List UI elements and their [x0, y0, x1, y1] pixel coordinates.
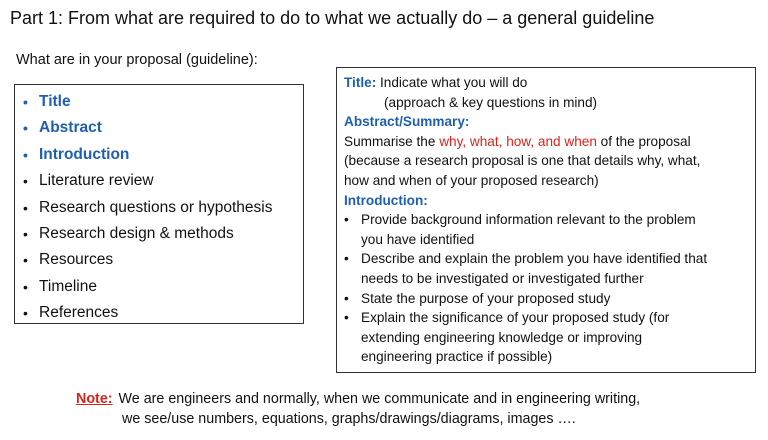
bullet-icon: • [23, 94, 28, 110]
line: you have identified [361, 231, 475, 247]
list-item-abstract [23, 115, 303, 141]
abstract-label: Abstract/Summary: [344, 114, 470, 130]
note-label: Note: [76, 391, 113, 407]
proposal-sections-box [14, 84, 304, 324]
list-item-label: Research questions or hypothesis [39, 198, 273, 216]
list-item [344, 249, 755, 288]
line: Explain the significance of your proposed study (for [361, 310, 670, 326]
abstract-paren-line-1: (because a research proposal is one that details why, what, [344, 153, 701, 169]
bullet-icon: • [23, 252, 28, 269]
list-item-timeline [23, 274, 303, 300]
list-item-text [361, 210, 696, 249]
bullet-icon: • [23, 305, 28, 322]
list-item-label: Resources [39, 251, 114, 269]
bullet-icon: • [23, 146, 28, 163]
list-item-text [361, 308, 669, 367]
list-item-label: References [39, 304, 119, 322]
note-line-1 [76, 390, 640, 410]
list-item-text [361, 249, 707, 288]
bullet-icon: • [344, 290, 349, 306]
list-item [344, 308, 755, 367]
section-explanations-box [336, 67, 756, 373]
list-item-literature-review [23, 168, 303, 194]
bullet-icon: • [23, 199, 28, 216]
bullet-icon: • [23, 173, 28, 190]
line: engineering practice if possible) [361, 349, 553, 365]
line: extending engineering knowledge or improving [361, 329, 643, 345]
list-item-research-questions [23, 195, 303, 221]
title-line-2: (approach & key questions in mind) [384, 94, 598, 110]
list-item-label: Research design & methods [39, 224, 234, 242]
bullet-icon: • [344, 251, 349, 267]
abstract-paren-line-2: how and when of your proposed research) [344, 172, 599, 188]
engineering-note [76, 390, 640, 430]
abstract-text-highlight: why, what, how, and when [439, 133, 597, 149]
note-line-2: we see/use numbers, equations, graphs/drawings/diagrams, images …. [122, 410, 576, 427]
list-item-label: Abstract [39, 119, 102, 137]
bullet-icon: • [23, 278, 28, 295]
list-item [344, 210, 755, 249]
line: Describe and explain the problem you have identified that [361, 251, 708, 267]
abstract-text-post: of the proposal [596, 133, 691, 149]
slide-title: Part 1: From what are required to do to what we actually do – a general guideline [10, 8, 655, 28]
bullet-icon: • [23, 120, 28, 137]
line: needs to be investigated or investigated further [361, 270, 644, 286]
bullet-icon: • [344, 212, 349, 228]
list-item-introduction [23, 142, 303, 168]
list-item [344, 289, 755, 309]
list-item-label: Timeline [39, 277, 97, 295]
bullet-icon: • [23, 225, 28, 242]
list-item-label: Literature review [39, 172, 154, 190]
proposal-guideline-heading: What are in your proposal (guideline): [16, 52, 258, 68]
list-item-label: Introduction [39, 145, 130, 163]
abstract-text-pre: Summarise the [344, 133, 440, 149]
note-text-1: We are engineers and normally, when we communicate and in engineering writing, [118, 391, 641, 407]
abstract-explanation [344, 132, 755, 152]
list-item-research-design [23, 221, 303, 247]
title-explanation [344, 73, 755, 93]
list-item-title [23, 89, 303, 115]
list-item-label: Title [39, 93, 71, 110]
list-item-text: State the purpose of your proposed study [361, 290, 611, 306]
title-line-1: Indicate what you will do [380, 75, 528, 90]
introduction-list [344, 210, 755, 367]
introduction-label: Introduction: [344, 192, 428, 208]
proposal-sections-list [15, 85, 303, 327]
list-item-references [23, 300, 303, 326]
list-item-resources [23, 247, 303, 273]
line: Provide background information relevant to the problem [361, 212, 696, 228]
title-label: Title: [344, 75, 377, 90]
bullet-icon: • [344, 310, 349, 326]
